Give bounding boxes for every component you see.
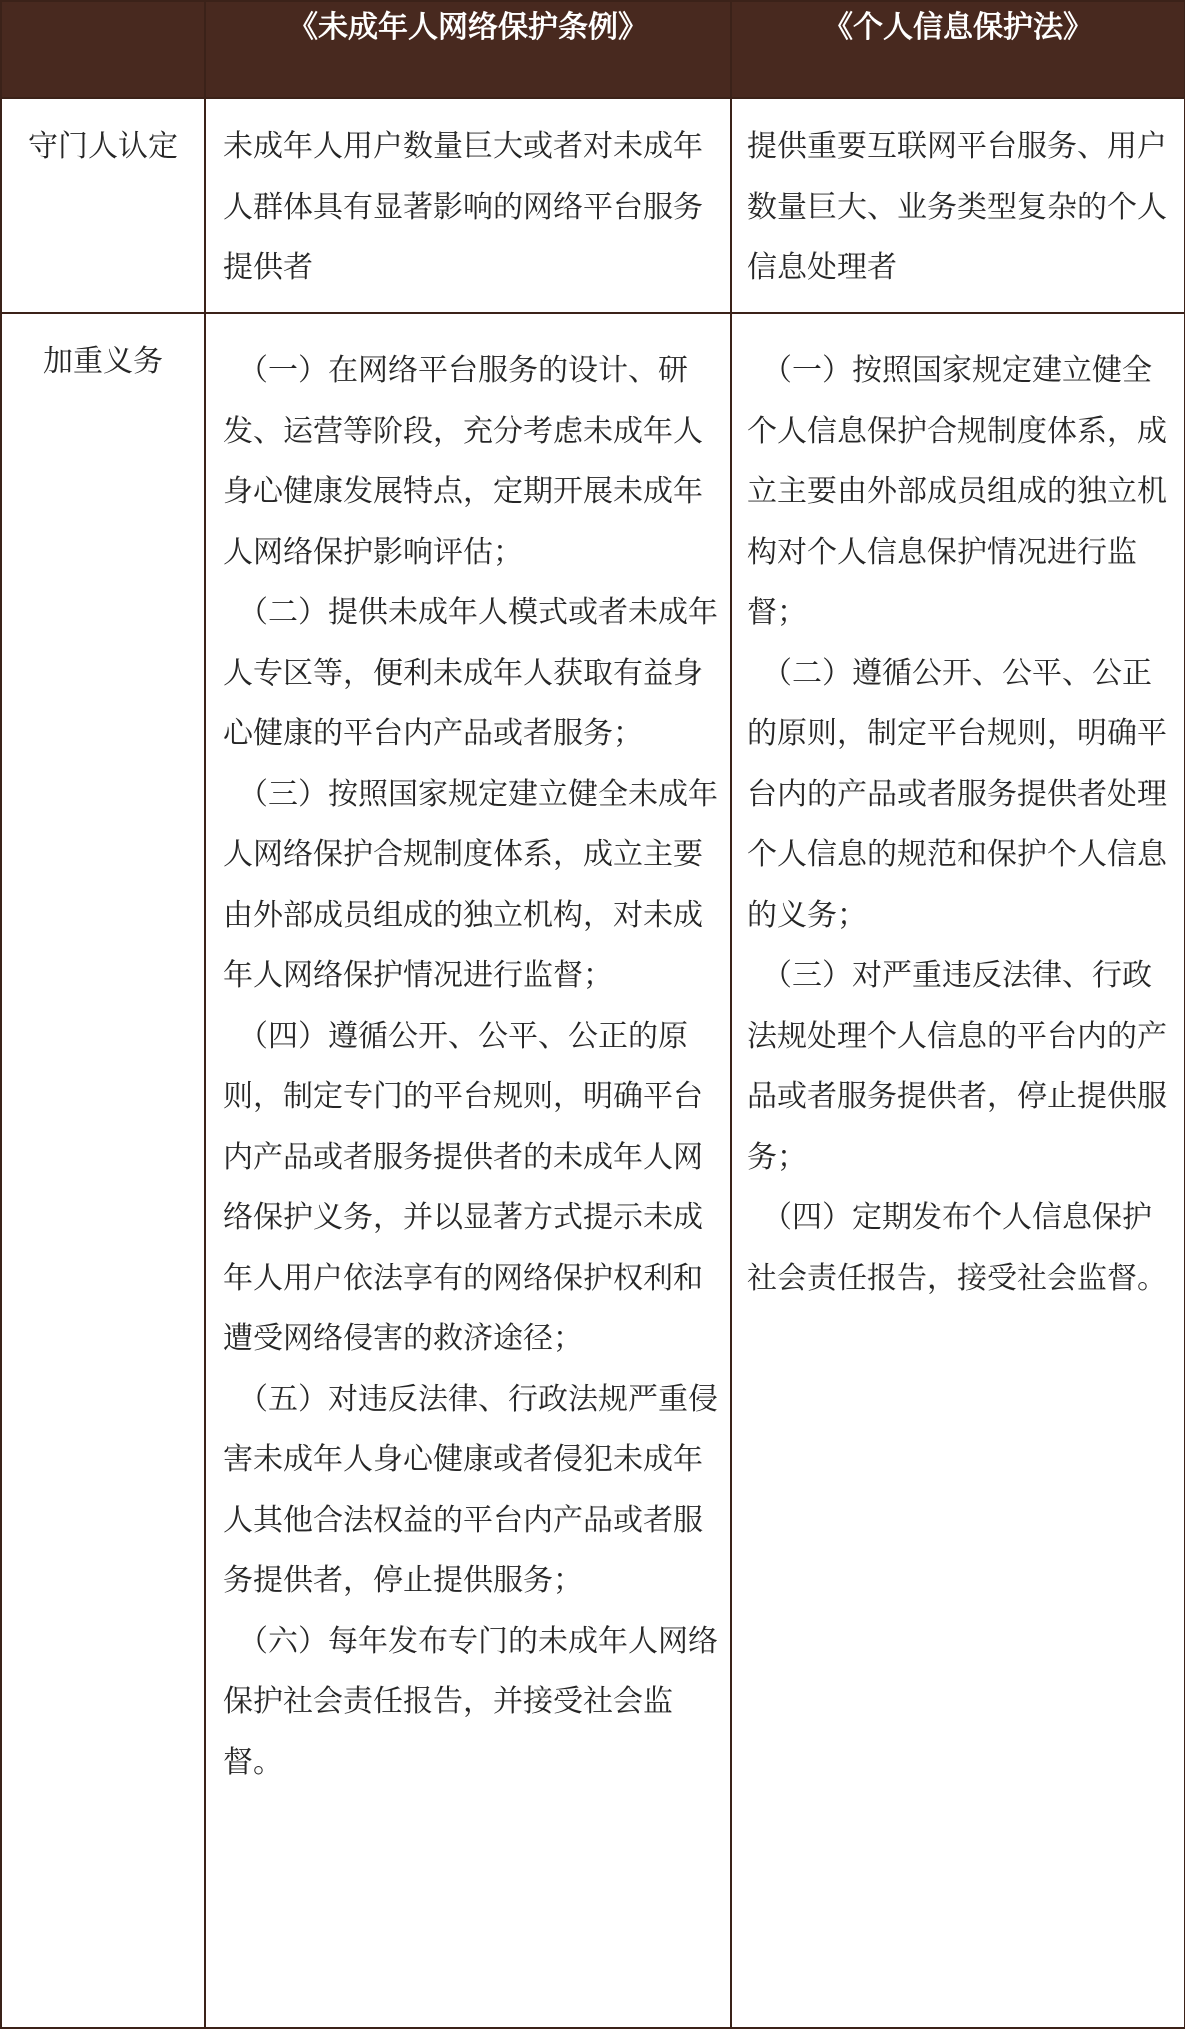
obligation-item: （五）对违反法律、行政法规严重侵害未成年人身心健康或者侵犯未成年人其他合法权益的平台内产品或者服务提供者，停止提供服务； — [223, 1381, 718, 1598]
obligations-personal-info-law — [731, 313, 1185, 2028]
row-label-gatekeeper: 守门人认定 — [1, 98, 205, 313]
obligation-item: （一）按照国家规定建立健全个人信息保护合规制度体系，成立主要由外部成员组成的独立机构对个人信息保护情况进行监督； — [747, 353, 1167, 630]
row-label-obligations: 加重义务 — [1, 313, 205, 2028]
gatekeeper-minors-regulation: 未成年人用户数量巨大或者对未成年人群体具有显著影响的网络平台服务提供者 — [205, 98, 731, 313]
table-row-gatekeeper — [1, 98, 1185, 313]
header-corner-cell — [1, 1, 205, 98]
obligation-item: （四）遵循公开、公平、公正的原则，制定专门的平台规则，明确平台内产品或者服务提供者的未成年人网络保护义务，并以显著方式提示未成年人用户依法享有的网络保护权利和遭受网络侵害的救济途径； — [223, 1018, 703, 1356]
table-row-obligations — [1, 313, 1185, 2028]
obligations-minors-regulation — [205, 313, 731, 2028]
obligation-item: （三）按照国家规定建立健全未成年人网络保护合规制度体系，成立主要由外部成员组成的独立机构，对未成年人网络保护情况进行监督； — [223, 776, 718, 993]
obligation-item: （四）定期发布个人信息保护社会责任报告，接受社会监督。 — [747, 1200, 1167, 1296]
gatekeeper-personal-info-law: 提供重要互联网平台服务、用户数量巨大、业务类型复杂的个人信息处理者 — [731, 98, 1185, 313]
obligation-item: （二）提供未成年人模式或者未成年人专区等，便利未成年人获取有益身心健康的平台内产品或者服务； — [223, 595, 718, 751]
header-minors-regulation: 《未成年人网络保护条例》 — [205, 1, 731, 98]
header-personal-info-law: 《个人信息保护法》 — [731, 1, 1185, 98]
obligation-item: （六）每年发布专门的未成年人网络保护社会责任报告，并接受社会监督。 — [223, 1623, 718, 1780]
obligation-item: （三）对严重违反法律、行政法规处理个人信息的平台内的产品或者服务提供者，停止提供服务； — [747, 958, 1167, 1175]
table-header-row — [1, 1, 1185, 98]
obligation-item: （一）在网络平台服务的设计、研发、运营等阶段，充分考虑未成年人身心健康发展特点，定期开展未成年人网络保护影响评估； — [223, 353, 703, 570]
obligation-item: （二）遵循公开、公平、公正的原则，制定平台规则，明确平台内的产品或者服务提供者处理个人信息的规范和保护个人信息的义务； — [747, 655, 1167, 933]
